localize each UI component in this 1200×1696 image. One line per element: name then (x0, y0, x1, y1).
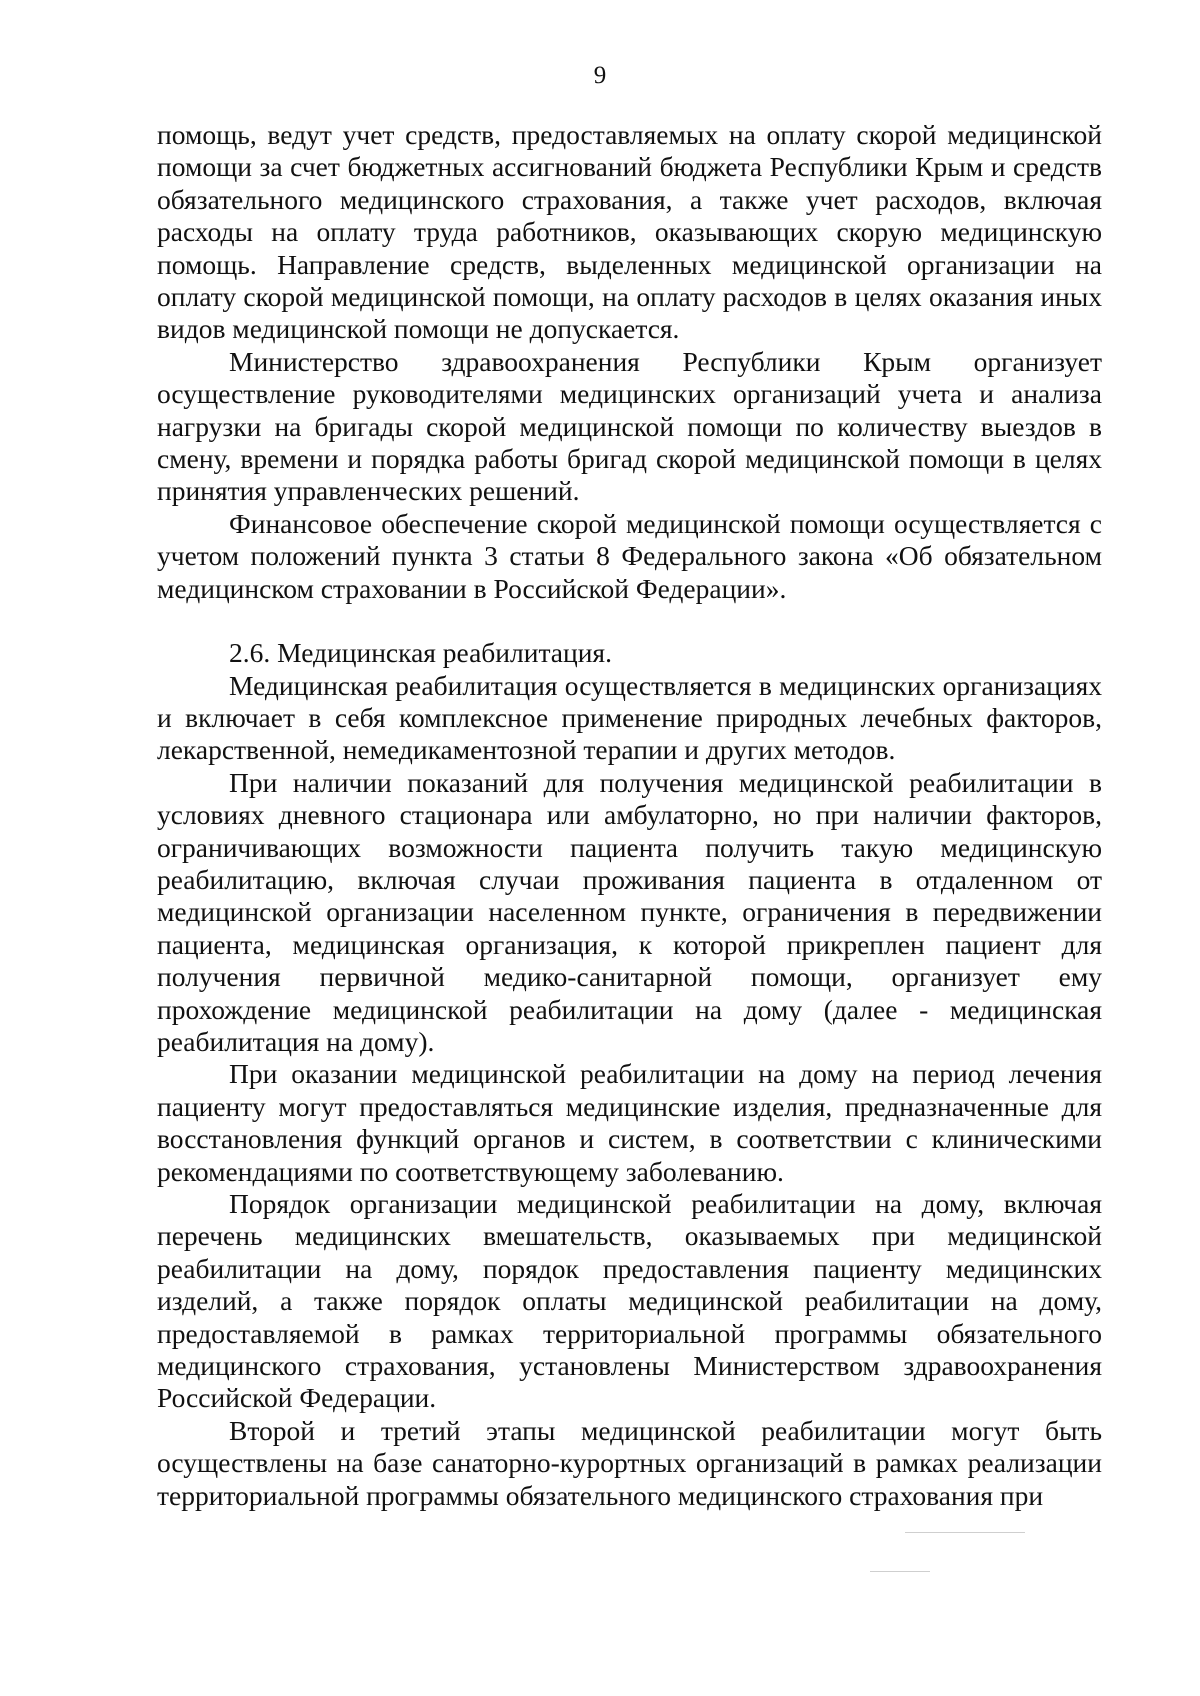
section-heading-2-6: 2.6. Медицинская реабилитация. (229, 637, 612, 669)
paragraph-medical-devices: При оказании медицинской реабилитации на дому на период лечения пациенту могут предоставляться медицинские изделия, предназначенные для восстановления функций органов и систем, в соответствии с клиническими рекомендациями по соответствующему заболеванию. (157, 1058, 1102, 1187)
paragraph-ministry-organizes: Министерство здравоохранения Республики Крым организует осуществление руководителями медицинских организаций учета и анализа нагрузки на бригады скорой медицинской помощи по количеству выездов в смену, времени и порядка работы бригад скорой медицинской помощи в целях принятия управленческих решений. (157, 345, 1102, 507)
paragraph-continuation: помощь, ведут учет средств, предоставляемых на оплату скорой медицинской помощи за счет бюджетных ассигнований бюджета Республики Крым и средств обязательного медицинского страхования, а также учет расходов, включая расходы на оплату труда работников, оказывающих скорую медицинскую помощь. Направление средств, выделенных медицинской организации на оплату скорой медицинской помощи, на оплату расходов в целях оказания иных видов медицинской помощи не допускается. (157, 119, 1102, 345)
scan-artifact (870, 1571, 930, 1572)
paragraph-rehab-stages: Второй и третий этапы медицинской реабилитации могут быть осуществлены на базе санаторно-курортных организаций в рамках реализации территориальной программы обязательного медицинского страхования при (157, 1414, 1102, 1511)
paragraph-financial-support: Финансовое обеспечение скорой медицинской помощи осуществляется с учетом положений пункта 3 статьи 8 Федерального закона «Об обязательном медицинском страховании в Российской Федерации». (157, 507, 1102, 604)
document-body (157, 119, 1102, 1512)
page-number: 9 (593, 62, 607, 89)
scan-artifact (905, 1532, 1025, 1533)
paragraph-rehab-procedure: Порядок организации медицинской реабилитации на дому, включая перечень медицинских вмешательств, оказываемых при медицинской реабилитации на дому, порядок предоставления пациенту медицинских изделий, а также порядок оплаты медицинской реабилитации на дому, предоставляемой в рамках территориальной программы обязательного медицинского страхования, установлены Министерством здравоохранения Российской Федерации. (157, 1188, 1102, 1414)
paragraph-rehab-definition: Медицинская реабилитация осуществляется в медицинских организациях и включает в себя комплексное применение природных лечебных факторов, лекарственной, немедикаментозной терапии и других методов. (157, 669, 1102, 766)
paragraph-rehab-at-home: При наличии показаний для получения медицинской реабилитации в условиях дневного стационара или амбулаторно, но при наличии факторов, ограничивающих возможности пациента получить такую медицинскую реабилитацию, включая случаи проживания пациента в отдаленном от медицинской организации населенном пункте, ограничения в передвижении пациента, медицинская организация, к которой прикреплен пациент для получения первичной медико-санитарной помощи, организует ему прохождение медицинской реабилитации на дому (далее - медицинская реабилитация на дому). (157, 766, 1102, 1057)
